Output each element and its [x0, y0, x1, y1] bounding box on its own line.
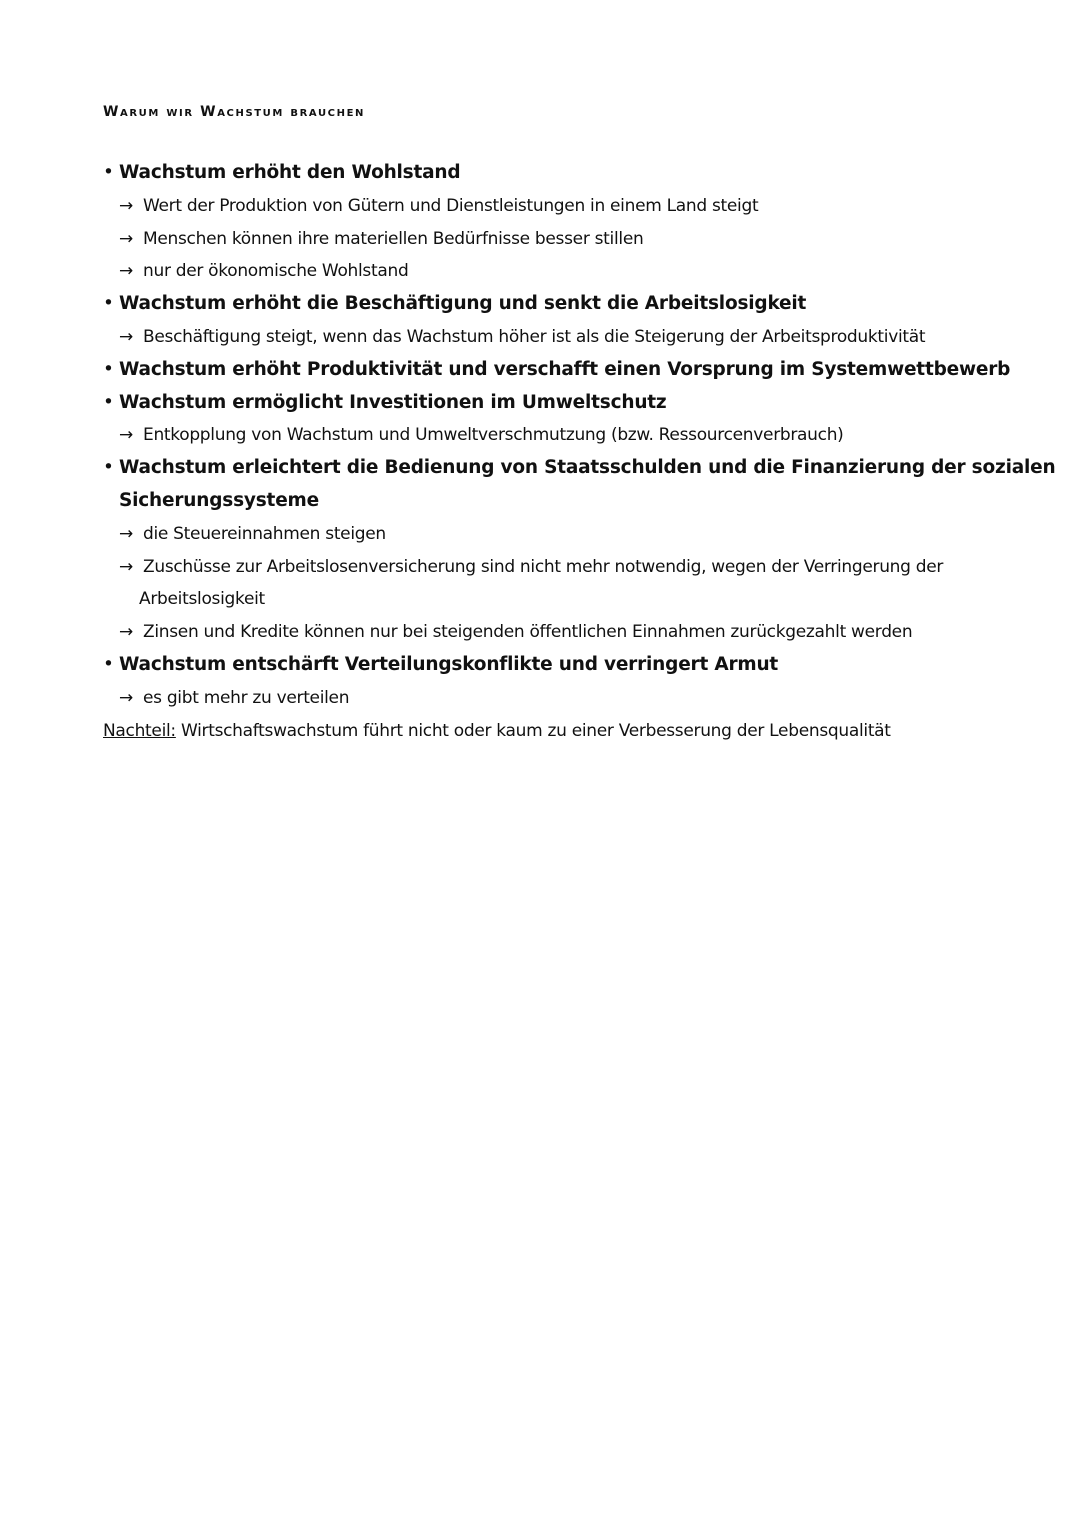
arrow-right-icon: →	[119, 622, 133, 643]
list-item-heading	[100, 288, 1000, 321]
subpoint-text: die Steuereinnahmen steigen	[143, 523, 386, 544]
subpoint-text: Beschäftigung steigt, wenn das Wachstum höher ist als die Steigerung der Arbeitsproduktivität	[143, 326, 926, 347]
list-subpoint	[100, 419, 1000, 452]
bullet-icon: •	[103, 293, 114, 315]
arrow-right-icon: →	[119, 523, 133, 544]
content-list	[100, 157, 1056, 747]
arrow-right-icon: →	[119, 228, 133, 249]
heading-text: Wachstum erleichtert die Bedienung von Staatsschulden und die Finanzierung der sozialen	[119, 457, 1056, 479]
subpoint-text: Menschen können ihre materiellen Bedürfnisse besser stillen	[143, 228, 644, 249]
heading-text: Wachstum erhöht Produktivität und verschafft einen Vorsprung im Systemwettbewerb	[119, 358, 1011, 380]
subpoint-text: Wert der Produktion von Gütern und Dienstleistungen in einem Land steigt	[143, 195, 759, 216]
bullet-icon: •	[103, 391, 114, 413]
list-item-heading	[100, 354, 1011, 387]
heading-text: Wachstum ermöglicht Investitionen im Umweltschutz	[119, 391, 667, 413]
subpoint-text: Entkopplung von Wachstum und Umweltverschmutzung (bzw. Ressourcenverbrauch)	[143, 425, 844, 446]
heading-text: Wachstum erhöht den Wohlstand	[119, 162, 461, 183]
subpoint-text: es gibt mehr zu verteilen	[143, 687, 350, 708]
arrow-right-icon: →	[119, 195, 133, 216]
list-item-heading	[100, 452, 1056, 485]
heading-text: Wachstum erhöht die Beschäftigung und senkt die Arbeitslosigkeit	[119, 293, 807, 315]
list-item-heading	[100, 387, 1000, 420]
page-title: Warum wir Wachstum brauchen	[103, 104, 365, 120]
arrow-right-icon: →	[119, 326, 133, 347]
note-text: Wirtschaftswachstum führt nicht oder kaum zu einer Verbesserung der Lebensqualität	[175, 720, 891, 741]
note-label: Nachteil:	[103, 720, 176, 741]
bullet-icon: •	[103, 358, 114, 380]
subpoint-text: Zinsen und Kredite können nur bei steigenden öffentlichen Einnahmen zurückgezahlt werden	[143, 622, 913, 643]
bullet-icon: •	[103, 457, 114, 479]
list-subpoint	[100, 616, 1000, 649]
list-subpoint	[100, 223, 1000, 256]
list-subpoint	[100, 682, 1000, 715]
list-subpoint	[100, 190, 1000, 223]
arrow-right-icon: →	[119, 425, 133, 446]
arrow-right-icon: →	[119, 687, 133, 708]
bullet-icon: •	[103, 653, 114, 675]
list-subpoint	[100, 518, 1000, 551]
list-item-heading	[100, 157, 1000, 190]
list-subpoint-continued: Arbeitslosigkeit	[139, 589, 265, 610]
arrow-right-icon: →	[119, 261, 133, 282]
list-subpoint	[100, 255, 1000, 288]
subpoint-text: nur der ökonomische Wohlstand	[143, 261, 409, 282]
list-item-heading-continued: Sicherungssysteme	[119, 489, 319, 511]
list-subpoint	[100, 551, 1000, 584]
arrow-right-icon: →	[119, 556, 133, 577]
drawback-note	[100, 715, 1000, 748]
bullet-icon: •	[103, 162, 114, 183]
subpoint-text: Zuschüsse zur Arbeitslosenversicherung sind nicht mehr notwendig, wegen der Verringerung der	[143, 556, 944, 577]
list-item-heading	[100, 649, 1000, 682]
list-subpoint	[100, 321, 1000, 354]
heading-text: Wachstum entschärft Verteilungskonflikte und verringert Armut	[119, 653, 779, 675]
